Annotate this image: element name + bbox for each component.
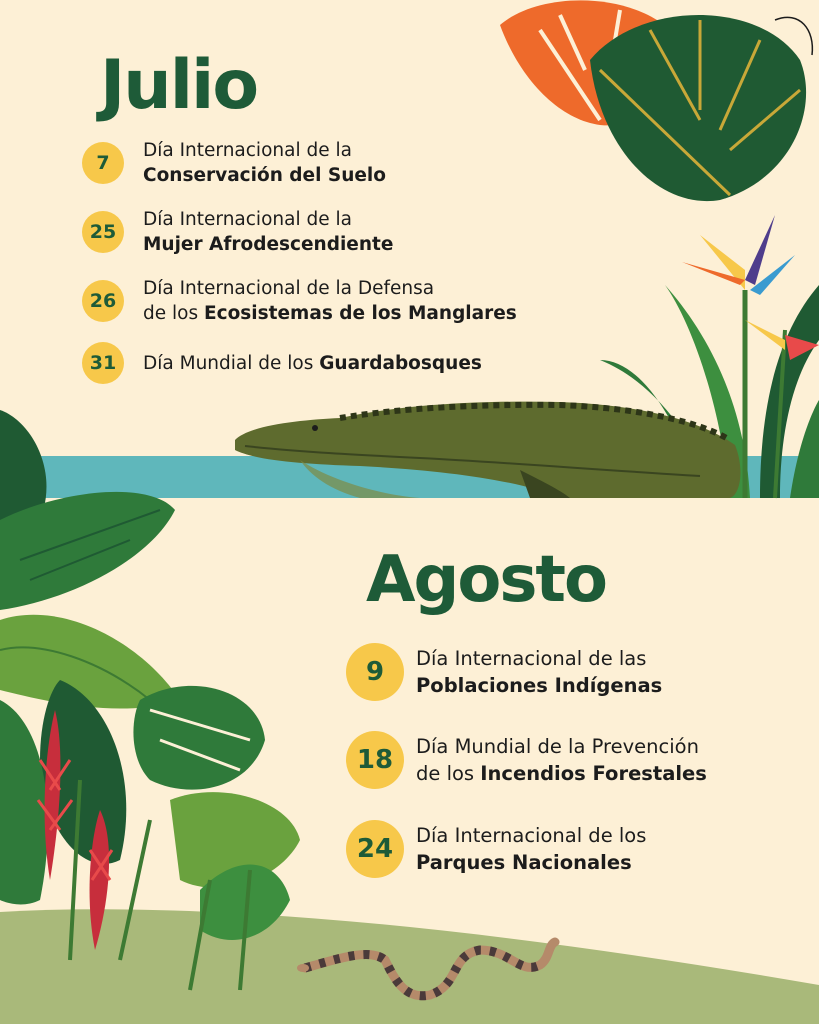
julio-event-26 <box>82 276 517 326</box>
event-text <box>143 138 386 188</box>
event-text <box>143 351 482 376</box>
julio-title: Julio <box>100 46 258 125</box>
event-text <box>416 733 707 787</box>
event-line1: Día Internacional de los <box>416 824 647 847</box>
event-highlight: Parques Nacionales <box>416 851 632 874</box>
event-line1: Día Internacional de las <box>416 647 647 670</box>
event-line1: Día Mundial de la Prevención <box>416 735 699 758</box>
event-highlight: Ecosistemas de los Manglares <box>203 303 517 324</box>
event-line1: Día Internacional de la Defensa <box>143 278 435 299</box>
event-highlight: Incendios Forestales <box>480 762 707 785</box>
agosto-event-24 <box>346 820 646 878</box>
event-text <box>416 645 662 699</box>
event-text <box>143 276 517 326</box>
agosto-title: Agosto <box>366 543 606 617</box>
ground-hill <box>0 909 819 1024</box>
event-line2 <box>143 163 386 188</box>
event-highlight: Conservación del Suelo <box>143 165 386 186</box>
event-line2 <box>416 672 662 699</box>
event-text <box>143 207 393 257</box>
event-highlight: Guardabosques <box>319 352 482 374</box>
event-line1: Día Mundial de los Guardabosques <box>143 352 482 374</box>
day-badge: 9 <box>346 643 404 701</box>
monstera-leaves-icon <box>500 0 812 201</box>
julio-event-31 <box>82 342 482 384</box>
agosto-event-9 <box>346 643 662 701</box>
event-line2: de los Ecosistemas de los Manglares <box>143 303 517 324</box>
event-line2 <box>143 232 393 257</box>
julio-event-25 <box>82 207 393 257</box>
event-highlight: Poblaciones Indígenas <box>416 674 663 697</box>
event-line2: de los Incendios Forestales <box>416 762 707 785</box>
event-line2 <box>416 849 646 876</box>
agosto-event-18 <box>346 731 707 789</box>
day-badge: 31 <box>82 342 124 384</box>
event-line1: Día Internacional de la <box>143 209 352 230</box>
day-badge: 18 <box>346 731 404 789</box>
event-line1: Día Internacional de la <box>143 140 352 161</box>
event-text <box>416 822 646 876</box>
day-badge: 26 <box>82 280 124 322</box>
day-badge: 7 <box>82 142 124 184</box>
day-badge: 24 <box>346 820 404 878</box>
day-badge: 25 <box>82 211 124 253</box>
event-highlight: Mujer Afrodescendiente <box>143 234 394 255</box>
julio-event-7 <box>82 138 386 188</box>
